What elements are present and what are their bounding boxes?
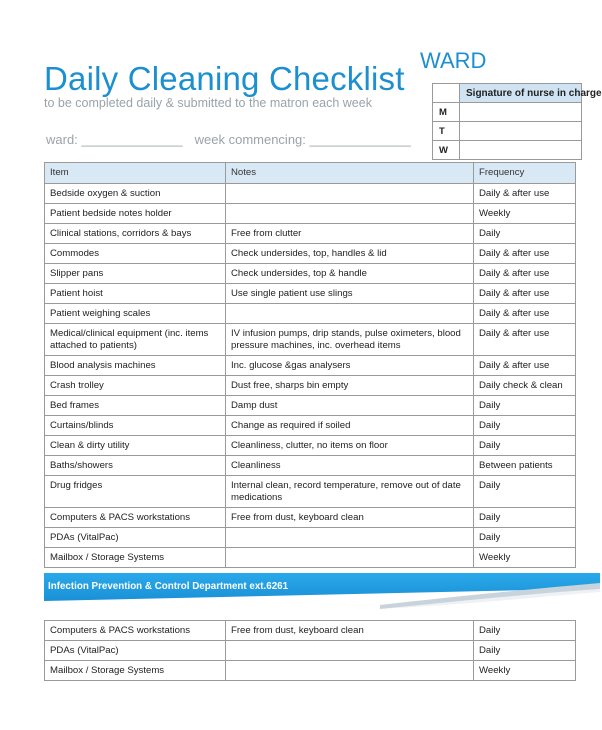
- frequency-cell: Daily: [474, 528, 576, 548]
- item-cell: Commodes: [45, 244, 226, 264]
- signature-corner-cell: [433, 84, 460, 103]
- signature-day-monday: M: [433, 103, 460, 122]
- item-cell: Mailbox / Storage Systems: [45, 661, 226, 681]
- table-row: [45, 641, 576, 661]
- frequency-cell: Between patients: [474, 456, 576, 476]
- checklist-table-continued: [44, 620, 576, 681]
- ward-fields-line: [46, 132, 411, 147]
- item-cell: PDAs (VitalPac): [45, 528, 226, 548]
- item-cell: Mailbox / Storage Systems: [45, 548, 226, 568]
- frequency-cell: Weekly: [474, 548, 576, 568]
- signature-cell-monday[interactable]: [460, 103, 582, 122]
- frequency-cell: Daily: [474, 621, 576, 641]
- checklist-table: [44, 162, 576, 568]
- notes-cell: Damp dust: [226, 396, 474, 416]
- frequency-cell: Daily & after use: [474, 324, 576, 356]
- signature-table: [432, 83, 602, 160]
- notes-cell: Free from clutter: [226, 224, 474, 244]
- notes-cell: Cleanliness, clutter, no items on floor: [226, 436, 474, 456]
- item-cell: PDAs (VitalPac): [45, 641, 226, 661]
- notes-cell: [226, 661, 474, 681]
- table-row: [45, 416, 576, 436]
- notes-cell: [226, 304, 474, 324]
- item-cell: Patient bedside notes holder: [45, 204, 226, 224]
- table-row: [45, 244, 576, 264]
- item-cell: Bed frames: [45, 396, 226, 416]
- notes-cell: [226, 548, 474, 568]
- table-row: [45, 548, 576, 568]
- frequency-cell: Daily & after use: [474, 244, 576, 264]
- signature-day-wednesday: W: [433, 141, 460, 160]
- frequency-cell: Daily: [474, 508, 576, 528]
- table-row: [45, 284, 576, 304]
- signature-heading: Signature of nurse in charge: [460, 84, 582, 103]
- banner-swoosh-decoration: [380, 583, 600, 609]
- item-cell: Blood analysis machines: [45, 356, 226, 376]
- table-row: [45, 184, 576, 204]
- frequency-cell: Weekly: [474, 661, 576, 681]
- signature-cell-wednesday[interactable]: [460, 141, 582, 160]
- frequency-cell: Daily & after use: [474, 284, 576, 304]
- item-cell: Patient weighing scales: [45, 304, 226, 324]
- table-row: [45, 456, 576, 476]
- table-row: [45, 204, 576, 224]
- item-cell: Medical/clinical equipment (inc. items attached to patients): [45, 324, 226, 356]
- item-cell: Slipper pans: [45, 264, 226, 284]
- notes-cell: [226, 184, 474, 204]
- frequency-cell: Daily check & clean: [474, 376, 576, 396]
- frequency-cell: Daily: [474, 476, 576, 508]
- week-commencing-field[interactable]: week commencing: ______________: [194, 132, 411, 147]
- frequency-cell: Daily & after use: [474, 304, 576, 324]
- notes-cell: [226, 528, 474, 548]
- signature-cell-tuesday[interactable]: [460, 122, 582, 141]
- item-cell: Bedside oxygen & suction: [45, 184, 226, 204]
- notes-cell: Free from dust, keyboard clean: [226, 621, 474, 641]
- ward-field[interactable]: ward: ______________: [46, 132, 183, 147]
- table-row: [45, 324, 576, 356]
- table-row: [45, 304, 576, 324]
- table-row: [45, 661, 576, 681]
- table-row: [45, 356, 576, 376]
- notes-cell: Free from dust, keyboard clean: [226, 508, 474, 528]
- notes-cell: Use single patient use slings: [226, 284, 474, 304]
- frequency-cell: Daily: [474, 416, 576, 436]
- frequency-cell: Daily: [474, 436, 576, 456]
- table-row: [45, 621, 576, 641]
- notes-cell: Check undersides, top & handle: [226, 264, 474, 284]
- page-subtitle: to be completed daily & submitted to the matron each week: [44, 96, 372, 110]
- table-row: [45, 264, 576, 284]
- item-cell: Computers & PACS workstations: [45, 508, 226, 528]
- frequency-cell: Daily: [474, 641, 576, 661]
- frequency-cell: Weekly: [474, 204, 576, 224]
- frequency-cell: Daily & after use: [474, 356, 576, 376]
- item-cell: Patient hoist: [45, 284, 226, 304]
- column-header-frequency: Frequency: [474, 163, 576, 184]
- item-cell: Crash trolley: [45, 376, 226, 396]
- item-cell: Computers & PACS workstations: [45, 621, 226, 641]
- item-cell: Curtains/blinds: [45, 416, 226, 436]
- table-row: [45, 376, 576, 396]
- item-cell: Baths/showers: [45, 456, 226, 476]
- notes-cell: Check undersides, top, handles & lid: [226, 244, 474, 264]
- signature-day-tuesday: T: [433, 122, 460, 141]
- department-contact-text: Infection Prevention & Control Department ext.6261: [48, 581, 289, 592]
- notes-cell: IV infusion pumps, drip stands, pulse oximeters, blood pressure machines, inc. overhead items: [226, 324, 474, 356]
- notes-cell: Dust free, sharps bin empty: [226, 376, 474, 396]
- table-row: [45, 224, 576, 244]
- table-row: [45, 396, 576, 416]
- ward-heading: WARD: [420, 48, 487, 73]
- frequency-cell: Daily & after use: [474, 184, 576, 204]
- frequency-cell: Daily: [474, 396, 576, 416]
- table-row: [45, 436, 576, 456]
- table-row: [45, 528, 576, 548]
- notes-cell: [226, 204, 474, 224]
- notes-cell: Inc. glucose &gas analysers: [226, 356, 474, 376]
- table-row: [45, 476, 576, 508]
- notes-cell: Internal clean, record temperature, remove out of date medications: [226, 476, 474, 508]
- frequency-cell: Daily & after use: [474, 264, 576, 284]
- table-row: [45, 508, 576, 528]
- checklist-header-row: [45, 163, 576, 184]
- column-header-notes: Notes: [226, 163, 474, 184]
- frequency-cell: Daily: [474, 224, 576, 244]
- item-cell: Clinical stations, corridors & bays: [45, 224, 226, 244]
- notes-cell: Cleanliness: [226, 456, 474, 476]
- column-header-item: Item: [45, 163, 226, 184]
- item-cell: Clean & dirty utility: [45, 436, 226, 456]
- notes-cell: Change as required if soiled: [226, 416, 474, 436]
- page-title: Daily Cleaning Checklist: [44, 60, 405, 97]
- item-cell: Drug fridges: [45, 476, 226, 508]
- notes-cell: [226, 641, 474, 661]
